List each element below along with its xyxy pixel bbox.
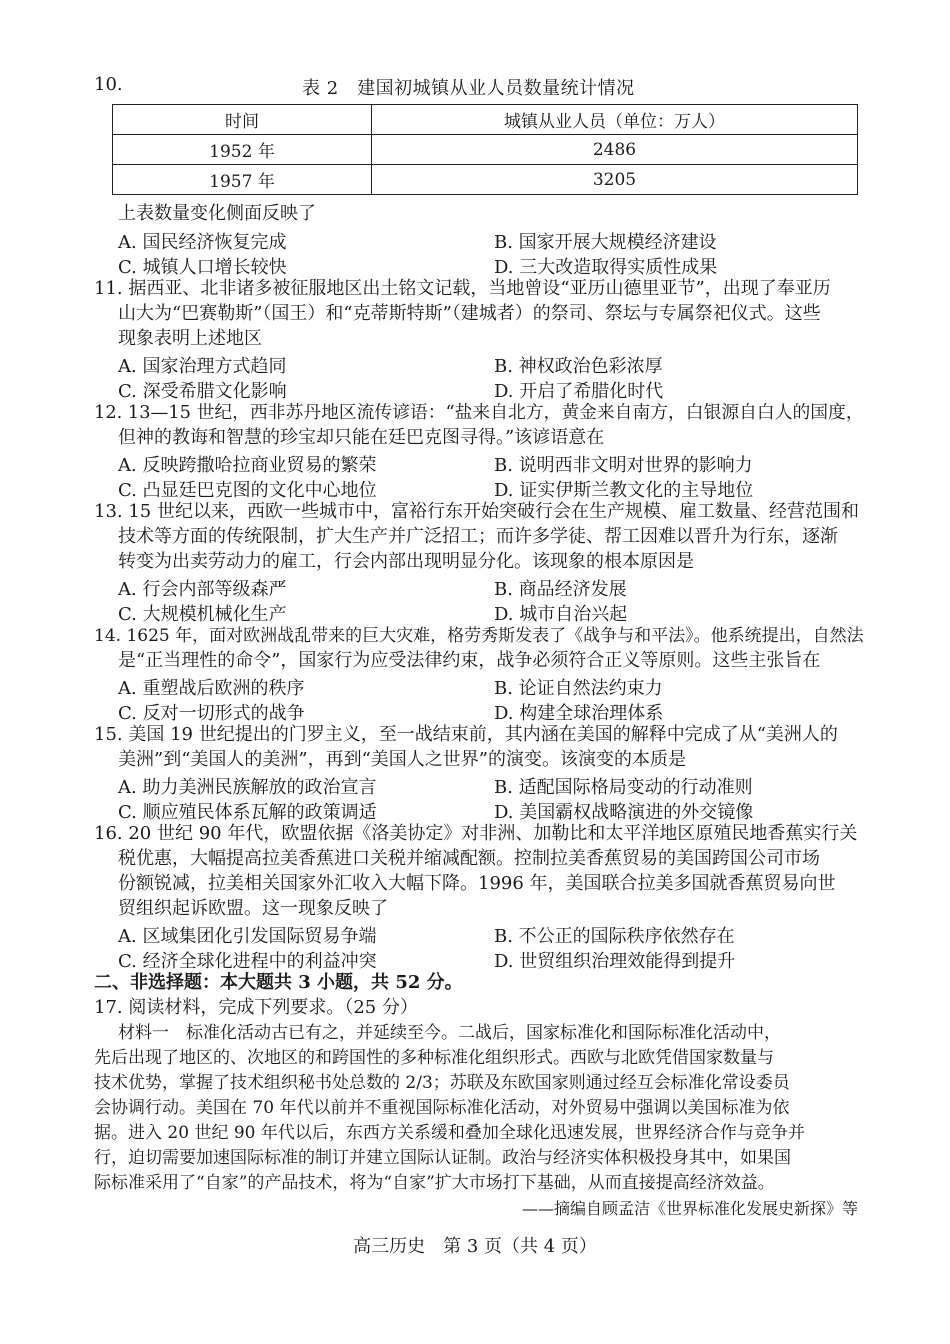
q11-line-3: 现象表明上述地区 [118,328,262,349]
q13-option-d: D. 城市自治兴起 [494,604,628,625]
q13-line-3: 转变为出卖劳动力的雇工，行会内部出现明显分化。该现象的根本原因是 [118,551,694,572]
table-row [113,135,858,165]
table-title: 表 2 建国初城镇从业人员数量统计情况 [302,78,635,99]
q11-line-2: 山大为“巴赛勒斯”（国王）和“克蒂斯特斯”（建城者）的祭司、祭坛与专属祭祀仪式。这些 [118,303,821,324]
q16-option-d: D. 世贸组织治理效能得到提升 [494,951,736,972]
q15-option-d: D. 美国霸权战略演进的外交镜像 [494,802,754,823]
q12-option-b: B. 说明西非文明对世界的影响力 [494,455,753,476]
q12-option-c: C. 凸显廷巴克图的文化中心地位 [118,480,377,501]
q15-option-b: B. 适配国际格局变动的行动准则 [494,777,753,798]
question-10-stem: 上表数量变化侧面反映了 [118,203,316,224]
q17-stem: 17. 阅读材料，完成下列要求。（25 分） [94,997,418,1018]
table-row [113,165,858,195]
q14-line-1: 14. 1625 年，面对欧洲战乱带来的巨大灾难，格劳秀斯发表了《战争与和平法》。他系统提出，自然法 [94,626,864,646]
q13-option-c: C. 大规模机械化生产 [118,604,287,625]
q16-option-c: C. 经济全球化进程中的利益冲突 [118,951,377,972]
q14-line-2: 是“正当理性的命令”，国家行为应受法律约束，战争必须符合正义等原则。这些主张旨在 [118,650,821,671]
q11-option-c: C. 深受希腊文化影响 [118,381,287,402]
q12-line-2: 但神的教诲和智慧的珍宝却只能在廷巴克图寻得。”该谚语意在 [118,427,605,448]
table-header-cell: 时间 [113,105,372,135]
material-line-5: 据。进入 20 世纪 90 年代以后，东西方关系缓和叠加全球化迅速发展，世界经济合作与竞争并 [94,1123,805,1143]
table-cell: 2486 [372,135,858,165]
page-footer: 高三历史 第 3 页（共 4 页） [353,1236,597,1257]
material-line-1: 材料一 标准化活动古已有之，并延续至今。二战后，国家标准化和国际标准化活动中， [118,1023,781,1043]
material-source: ——摘编自顾孟洁《世界标准化发展史新探》等 [521,1199,858,1218]
section-2-heading: 二、非选择题：本大题共 3 小题，共 52 分。 [94,972,463,993]
q10-option-c: C. 城镇人口增长较快 [118,257,287,278]
q16-option-a: A. 区域集团化引发国际贸易争端 [118,926,377,947]
table-header-cell: 城镇从业人员（单位：万人） [372,105,858,135]
q16-line-3: 份额锐减，拉美相关国家外汇收入大幅下降。1996 年，美国联合拉美多国就香蕉贸易向世 [118,873,836,894]
q14-option-b: B. 论证自然法约束力 [494,678,663,699]
q16-option-b: B. 不公正的国际秩序依然存在 [494,926,735,947]
q12-option-a: A. 反映跨撒哈拉商业贸易的繁荣 [118,455,377,476]
q15-line-1: 15. 美国 19 世纪提出的门罗主义，至一战结束前，其内涵在美国的解释中完成了从“美洲人的 [94,724,838,745]
q15-option-a: A. 助力美洲民族解放的政治宣言 [118,777,377,798]
q10-option-b: B. 国家开展大规模经济建设 [494,232,717,253]
q14-option-d: D. 构建全球治理体系 [494,703,664,724]
material-line-6: 行，迫切需要加速国际标准的制订并建立国际认证制。政治与经济实体积极投身其中，如果国 [94,1148,791,1168]
table-header-row [113,105,858,135]
table-cell: 1957 年 [113,165,372,195]
q11-option-a: A. 国家治理方式趋同 [118,356,287,377]
material-line-7: 际标准采用了“自家”的产品技术，将为“自家”扩大市场打下基础，从而直接提高经济效益。 [94,1173,775,1193]
q15-option-c: C. 顺应殖民体系瓦解的政策调适 [118,802,377,823]
q13-option-a: A. 行会内部等级森严 [118,579,287,600]
q16-line-1: 16. 20 世纪 90 年代，欧盟依据《洛美协定》对非洲、加勒比和太平洋地区原殖民地香蕉实行关 [94,823,858,844]
q14-option-c: C. 反对一切形式的战争 [118,703,305,724]
q16-line-2: 税优惠，大幅提高拉美香蕉进口关税并缩减配额。控制拉美香蕉贸易的美国跨国公司市场 [118,848,820,869]
material-line-4: 会协调行动。美国在 70 年代以前并不重视国际标准化活动，对外贸易中强调以美国标准为依 [94,1098,790,1118]
q13-line-2: 技术等方面的传统限制，扩大生产并广泛招工；而许多学徒、帮工因难以晋升为行东，逐渐 [118,526,838,547]
q10-option-a: A. 国民经济恢复完成 [118,232,287,253]
table-cell: 1952 年 [113,135,372,165]
material-line-2: 先后出现了地区的、次地区的和跨国性的多种标准化组织形式。西欧与北欧凭借国家数量与 [94,1048,774,1068]
table-cell: 3205 [372,165,858,195]
q15-line-2: 美洲”到“美国人的美洲”，再到“美国人之世界”的演变。该演变的本质是 [118,749,687,770]
q16-line-4: 贸组织起诉欧盟。这一现象反映了 [118,898,388,919]
q10-option-d: D. 三大改造取得实质性成果 [494,257,718,278]
q13-option-b: B. 商品经济发展 [494,579,627,600]
question-10-number: 10. [94,74,123,95]
employment-table [112,104,858,195]
q11-option-b: B. 神权政治色彩浓厚 [494,356,663,377]
material-line-3: 技术优势，掌握了技术组织秘书处总数的 2/3；苏联及东欧国家则通过经互会标准化常设委员 [94,1073,790,1093]
q12-line-1: 12. 13—15 世纪，西非苏丹地区流传谚语：“盐来自北方，黄金来自南方，白银源自白人的国度， [94,402,864,423]
q13-line-1: 13. 15 世纪以来，西欧一些城市中，富裕行东开始突破行会在生产规模、雇工数量、经营范围和 [94,501,859,522]
q12-option-d: D. 证实伊斯兰教文化的主导地位 [494,480,754,501]
q11-option-d: D. 开启了希腊化时代 [494,381,664,402]
q14-option-a: A. 重塑战后欧洲的秩序 [118,678,305,699]
q11-line-1: 11. 据西亚、北非诸多被征服地区出土铭文记载，当地曾设“亚历山德里亚节”，出现了奉亚历 [94,278,831,299]
